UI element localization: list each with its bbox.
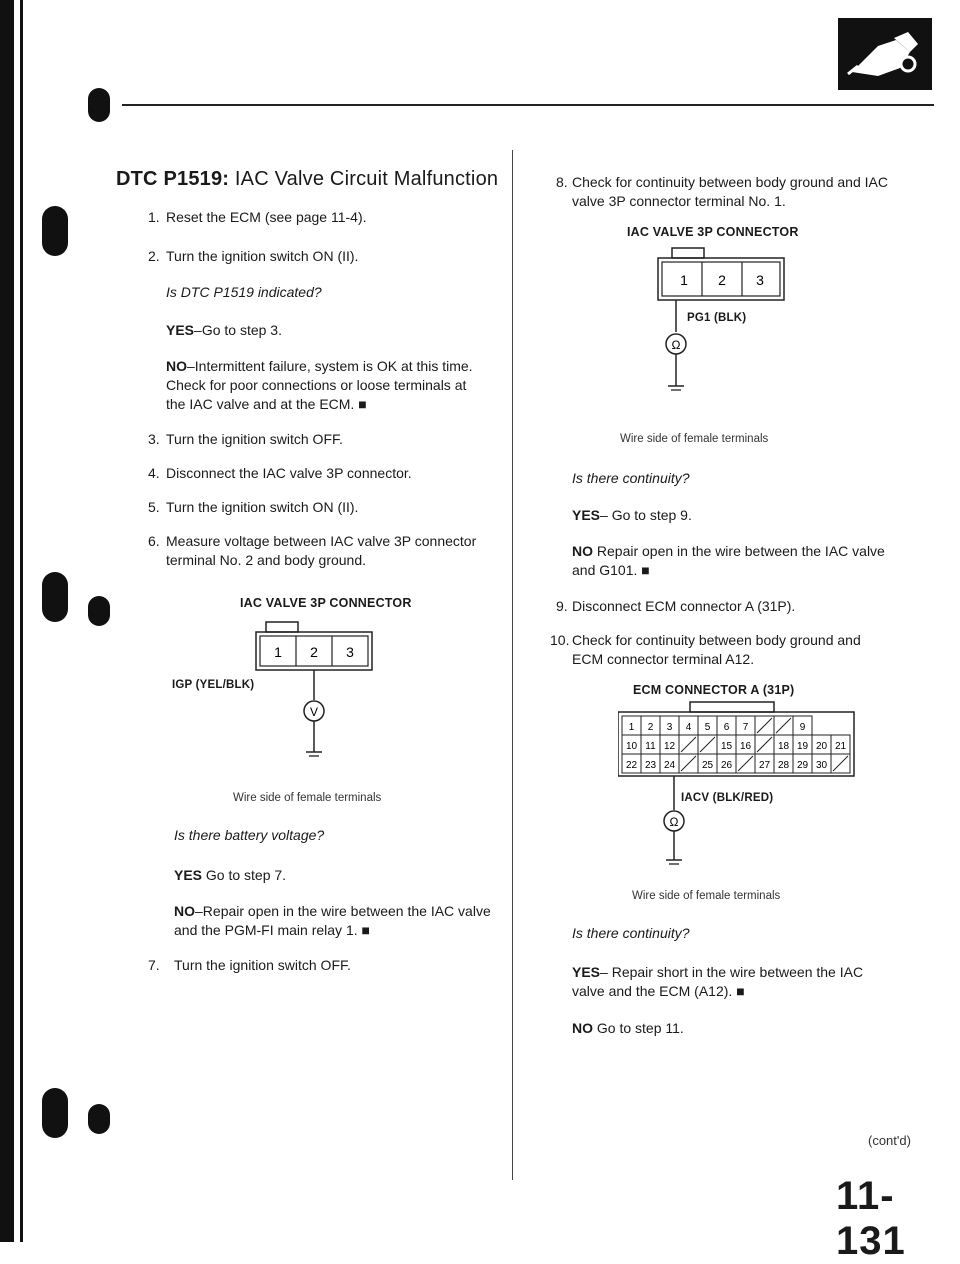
terminal-label: 5 bbox=[704, 722, 711, 733]
terminal-label: 12 bbox=[663, 741, 676, 752]
terminal-label: 23 bbox=[644, 760, 657, 771]
ecm-connector-diagram bbox=[618, 700, 858, 880]
yes-branch: YES–Go to step 3. bbox=[166, 322, 282, 338]
no-branch: NO Repair open in the wire between the IAC valve bbox=[572, 543, 885, 559]
page-binding-line bbox=[20, 0, 23, 1242]
unused-terminal-mark bbox=[700, 737, 715, 752]
terminal-label: 20 bbox=[815, 741, 828, 752]
binder-hole bbox=[88, 596, 110, 626]
question-text: Is there continuity? bbox=[572, 470, 690, 486]
binder-hole bbox=[42, 572, 68, 622]
unused-terminal-mark bbox=[681, 737, 696, 752]
terminal-label: 25 bbox=[701, 760, 714, 771]
connector-title: IAC VALVE 3P CONNECTOR bbox=[627, 225, 799, 239]
no-label: NO bbox=[174, 903, 195, 919]
dtc-code: DTC P1519: bbox=[116, 168, 230, 190]
terminal-3: 3 bbox=[756, 272, 764, 288]
terminal-label: 19 bbox=[796, 741, 809, 752]
step-6-text: Measure voltage between IAC valve 3P connector bbox=[166, 533, 477, 549]
unused-terminal-mark bbox=[681, 756, 696, 771]
connector-title: IAC VALVE 3P CONNECTOR bbox=[240, 596, 412, 610]
wire-label: PG1 (BLK) bbox=[687, 312, 747, 324]
unused-terminal-mark bbox=[738, 756, 753, 771]
no-text-line: the IAC valve and at the ECM. ■ bbox=[166, 396, 367, 412]
no-text: Go to step 11. bbox=[596, 1020, 684, 1036]
end-marker-icon: ■ bbox=[641, 562, 650, 578]
terminal-label: 27 bbox=[758, 760, 771, 771]
unused-terminal-mark bbox=[776, 718, 791, 733]
yes-branch: YES– Go to step 9. bbox=[572, 507, 692, 523]
unused-terminal-mark bbox=[833, 756, 848, 771]
yes-text-line: valve and the ECM (A12). ■ bbox=[572, 983, 745, 999]
no-text-line: and G101. ■ bbox=[572, 562, 650, 578]
end-marker-icon: ■ bbox=[736, 983, 745, 999]
step-number: 4. bbox=[148, 465, 160, 481]
step-number: 3. bbox=[148, 431, 160, 447]
step-8-text: Check for continuity between body ground and IAC bbox=[572, 174, 888, 190]
terminal-2: 2 bbox=[310, 644, 318, 660]
yes-label: YES bbox=[166, 322, 195, 338]
terminal-label: 21 bbox=[834, 741, 847, 752]
terminal-label: 6 bbox=[723, 722, 730, 733]
yes-text: Go to step 9. bbox=[611, 507, 692, 523]
iac-connector-diagram bbox=[656, 244, 806, 416]
step-8-text: valve 3P connector terminal No. 1. bbox=[572, 193, 786, 209]
dtc-description: IAC Valve Circuit Malfunction bbox=[234, 168, 499, 190]
yes-label: YES bbox=[174, 867, 203, 883]
terminal-label: 11 bbox=[645, 741, 656, 752]
yes-label: YES bbox=[572, 964, 601, 980]
no-branch: NO–Repair open in the wire between the IAC valve bbox=[174, 903, 491, 919]
binder-hole bbox=[42, 1088, 68, 1138]
step-number: 2. bbox=[148, 248, 160, 264]
continued-label: (cont'd) bbox=[868, 1133, 911, 1148]
page-binding-edge bbox=[0, 0, 14, 1242]
terminal-label: 26 bbox=[720, 760, 733, 771]
step-number: 6. bbox=[148, 533, 160, 549]
step-3-text: Turn the ignition switch OFF. bbox=[166, 431, 343, 447]
no-text-line: and the PGM-FI main relay 1. ■ bbox=[174, 922, 370, 938]
no-branch bbox=[572, 1019, 684, 1038]
step-10-text: Check for continuity between body ground and bbox=[572, 632, 861, 648]
terminal-label: 1 bbox=[628, 722, 635, 733]
ohmmeter-symbol: Ω bbox=[669, 815, 679, 829]
step-number: 10. bbox=[550, 632, 570, 648]
header-rule bbox=[122, 104, 934, 106]
step-4-text: Disconnect the IAC valve 3P connector. bbox=[166, 465, 412, 481]
yes-label: YES bbox=[572, 507, 601, 523]
step-number: 1. bbox=[148, 209, 160, 225]
terminal-label: 30 bbox=[815, 760, 828, 771]
end-marker-icon: ■ bbox=[361, 922, 370, 938]
no-text-line: Check for poor connections or loose terminals at bbox=[166, 377, 467, 393]
terminal-2: 2 bbox=[718, 272, 726, 288]
terminal-label: 3 bbox=[666, 722, 673, 733]
terminal-label: 16 bbox=[739, 741, 752, 752]
terminal-label: 15 bbox=[720, 741, 733, 752]
no-branch: NO–Intermittent failure, system is OK at this time. bbox=[166, 358, 473, 374]
terminal-label: 4 bbox=[685, 722, 692, 733]
terminal-1: 1 bbox=[680, 272, 688, 288]
wire-label: IACV (BLK/RED) bbox=[681, 792, 774, 804]
terminal-label: 29 bbox=[796, 760, 809, 771]
no-label: NO bbox=[166, 358, 187, 374]
question-text: Is DTC P1519 indicated? bbox=[166, 284, 322, 300]
diagram-caption: Wire side of female terminals bbox=[632, 890, 781, 902]
step-2-text: Turn the ignition switch ON (II). bbox=[166, 248, 359, 264]
terminal-label: 22 bbox=[625, 760, 638, 771]
terminal-label: 9 bbox=[799, 722, 806, 733]
connector-title: ECM CONNECTOR A (31P) bbox=[633, 683, 795, 697]
page-number: 11-131 bbox=[836, 1174, 906, 1263]
step-number: 5. bbox=[148, 499, 160, 515]
step-6-text: terminal No. 2 and body ground. bbox=[166, 552, 367, 568]
step-number: 9. bbox=[556, 598, 568, 614]
step-number: 8. bbox=[556, 174, 568, 190]
column-divider bbox=[512, 150, 513, 1180]
iac-connector-diagram bbox=[250, 614, 400, 774]
honda-logo-icon bbox=[838, 18, 932, 90]
question-text: Is there battery voltage? bbox=[174, 827, 325, 843]
terminal-label: 24 bbox=[663, 760, 676, 771]
yes-text: Go to step 3. bbox=[201, 322, 282, 338]
terminal-3: 3 bbox=[346, 644, 354, 660]
terminal-label: 2 bbox=[647, 722, 654, 733]
no-label: NO bbox=[572, 1020, 593, 1036]
step-9-text: Disconnect ECM connector A (31P). bbox=[572, 598, 796, 614]
terminal-1: 1 bbox=[274, 644, 282, 660]
diagram-caption: Wire side of female terminals bbox=[233, 792, 382, 804]
binder-hole bbox=[88, 1104, 110, 1134]
yes-branch: YES– Repair short in the wire between the IAC bbox=[572, 964, 864, 980]
step-1-text: Reset the ECM (see page 11-4). bbox=[166, 209, 367, 225]
yes-text: Go to step 7. bbox=[205, 867, 287, 883]
terminal-label: 10 bbox=[625, 741, 638, 752]
step-10-text: ECM connector terminal A12. bbox=[572, 651, 755, 667]
binder-hole bbox=[88, 88, 110, 122]
unused-terminal-mark bbox=[757, 718, 772, 733]
question-text: Is there continuity? bbox=[572, 925, 690, 941]
terminal-label: 28 bbox=[777, 760, 790, 771]
voltmeter-symbol: V bbox=[309, 705, 319, 719]
end-marker-icon: ■ bbox=[358, 396, 367, 412]
ohmmeter-symbol: Ω bbox=[671, 338, 681, 352]
diagram-caption: Wire side of female terminals bbox=[620, 433, 769, 445]
yes-branch bbox=[174, 866, 286, 885]
step-number: 7. bbox=[148, 957, 160, 973]
step-5-text: Turn the ignition switch ON (II). bbox=[166, 499, 359, 515]
wire-label: IGP (YEL/BLK) bbox=[172, 679, 255, 691]
step-7-text: Turn the ignition switch OFF. bbox=[174, 957, 351, 973]
binder-hole bbox=[42, 206, 68, 256]
page-title bbox=[116, 168, 498, 191]
unused-terminal-mark bbox=[757, 737, 772, 752]
no-label: NO bbox=[572, 543, 593, 559]
terminal-label: 7 bbox=[742, 722, 749, 733]
terminal-label: 18 bbox=[777, 741, 790, 752]
